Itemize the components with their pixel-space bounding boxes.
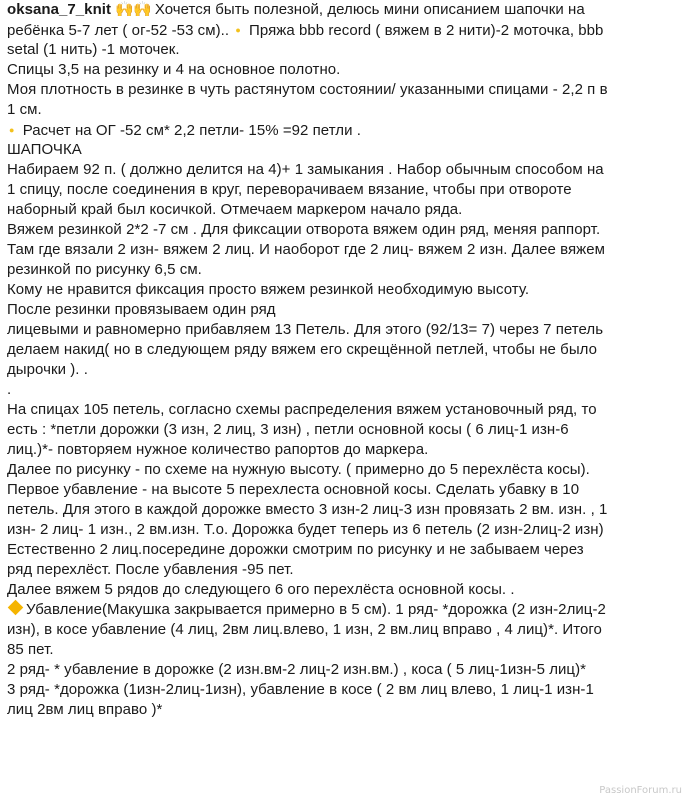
post-line-35: 3 ряд- *дорожка (1изн-2лиц-1изн), убавление в косе ( 2 вм лиц влево, 1 лиц-1 изн-1 [7, 681, 594, 698]
star-bullet-icon: ● [235, 25, 241, 35]
post-line-24: Далее по рисунку - по схеме на нужную высоту. ( примерно до 5 перехлёста косы). [7, 461, 590, 478]
post-line-25: Первое убавление - на высоте 5 перехлеста основной косы. Сделать убавку в 10 [7, 481, 580, 498]
post-line-9: Набираем 92 п. ( должно делится на 4)+ 1 замыкания . Набор обычным способом на [7, 161, 604, 178]
post-text-segment: ребёнка 5-7 лет ( ог-52 -53 см).. [7, 22, 230, 39]
post-line-32: изн), в косе убавление (4 лиц, 2вм лиц.влево, 1 изн, 2 вм.лиц вправо , 4 лиц)*. Итого [7, 621, 602, 638]
post-line-19: дырочки ). . [7, 361, 88, 378]
post-line-12: Вяжем резинкой 2*2 -7 см . Для фиксации отворота вяжем один ряд, меняя раппорт. [7, 221, 601, 238]
post-line-23: лиц.)*- повторяем нужное количество рапортов до маркера. [7, 441, 429, 458]
post-line-13: Там где вязали 2 изн- вяжем 2 лиц. И наоборот где 2 лиц- вяжем 2 изн. Далее вяжем [7, 241, 605, 258]
post-line-3: setal (1 нить) -1 моточек. [7, 41, 180, 58]
author-username[interactable]: oksana_7_knit [7, 1, 112, 18]
post-text-segment: Убавление(Макушка закрывается примерно в 5 см). 1 ряд- *дорожка (2 изн-2лиц-2 [26, 601, 606, 618]
post-line-10: 1 спицу, после соединения в круг, переворачиваем вязание, чтобы при отвороте [7, 181, 572, 198]
star-bullet-icon: ● [9, 125, 15, 135]
post-line-30: Далее вяжем 5 рядов до следующего 6 ого перехлёста основной косы. . [7, 581, 515, 598]
post-line-11: наборный край был косичкой. Отмечаем маркером начало ряда. [7, 201, 463, 218]
raised-hands-icon: 🙌🙌 [115, 1, 151, 18]
post-line-16: После резинки провязываем один ряд [7, 301, 276, 318]
post-line-34: 2 ряд- * убавление в дорожке (2 изн.вм-2 лиц-2 изн.вм.) , коса ( 5 лиц-1изн-5 лиц)* [7, 661, 587, 678]
post-line-7 [7, 120, 687, 140]
post-line-20: . [7, 381, 12, 398]
section-heading: ШАПОЧКА [7, 141, 82, 158]
post-line-33: 85 пет. [7, 641, 54, 658]
post-line-22: есть : *петли дорожки (3 изн, 2 лиц, 3 изн) , петли основной косы ( 6 лиц-1 изн-6 [7, 421, 569, 438]
post-line-28: Естественно 2 лиц.посередине дорожки смотрим по рисунку и не забываем через [7, 541, 584, 558]
post-line-18: делаем накид( но в следующем ряду вяжем его скрещённой петлей, чтобы не было [7, 341, 598, 358]
post-line-27: изн- 2 лиц- 1 изн., 2 вм.изн. Т.о. Дорожка будет теперь из 6 петель (2 изн-2лиц-2 изн) [7, 521, 604, 538]
post-line-14: резинкой по рисунку 6,5 см. [7, 261, 202, 278]
post-line-5: Моя плотность в резинке в чуть растянутом состоянии/ указанными спицами - 2,2 п в [7, 81, 608, 98]
post-line-36: лиц 2вм лиц вправо )* [7, 701, 163, 718]
orange-diamond-icon [8, 600, 24, 616]
post-text [7, 0, 687, 720]
post-line-29: ряд перехлёст. После убавления -95 пет. [7, 561, 294, 578]
post-text-segment: Пряжа bbb record ( вяжем в 2 нити)-2 моточка, bbb [249, 22, 604, 39]
post-line-6: 1 см. [7, 101, 42, 118]
post-line-1 [7, 0, 687, 20]
post-text-segment: Хочется быть полезной, делюсь мини описанием шапочки на [154, 1, 585, 18]
post-line-15: Кому не нравится фиксация просто вяжем резинкой необходимую высоту. [7, 281, 530, 298]
post-line-26: петель. Для этого в каждой дорожке вместо 3 изн-2 лиц-3 изн провязать 2 вм. изн. , 1 [7, 501, 608, 518]
post-line-21: На спицах 105 петель, согласно схемы распределения вяжем установочный ряд, то [7, 401, 597, 418]
post-line-31 [7, 600, 687, 620]
post-text-segment: Расчет на ОГ -52 см* 2,2 петли- 15% =92 петли . [22, 122, 361, 139]
site-watermark: PassionForum.ru [599, 785, 682, 796]
post-line-4: Спицы 3,5 на резинку и 4 на основное полотно. [7, 61, 341, 78]
post-line-17: лицевыми и равномерно прибавляем 13 Петель. Для этого (92/13= 7) через 7 петель [7, 321, 604, 338]
post-line-2 [7, 20, 687, 40]
